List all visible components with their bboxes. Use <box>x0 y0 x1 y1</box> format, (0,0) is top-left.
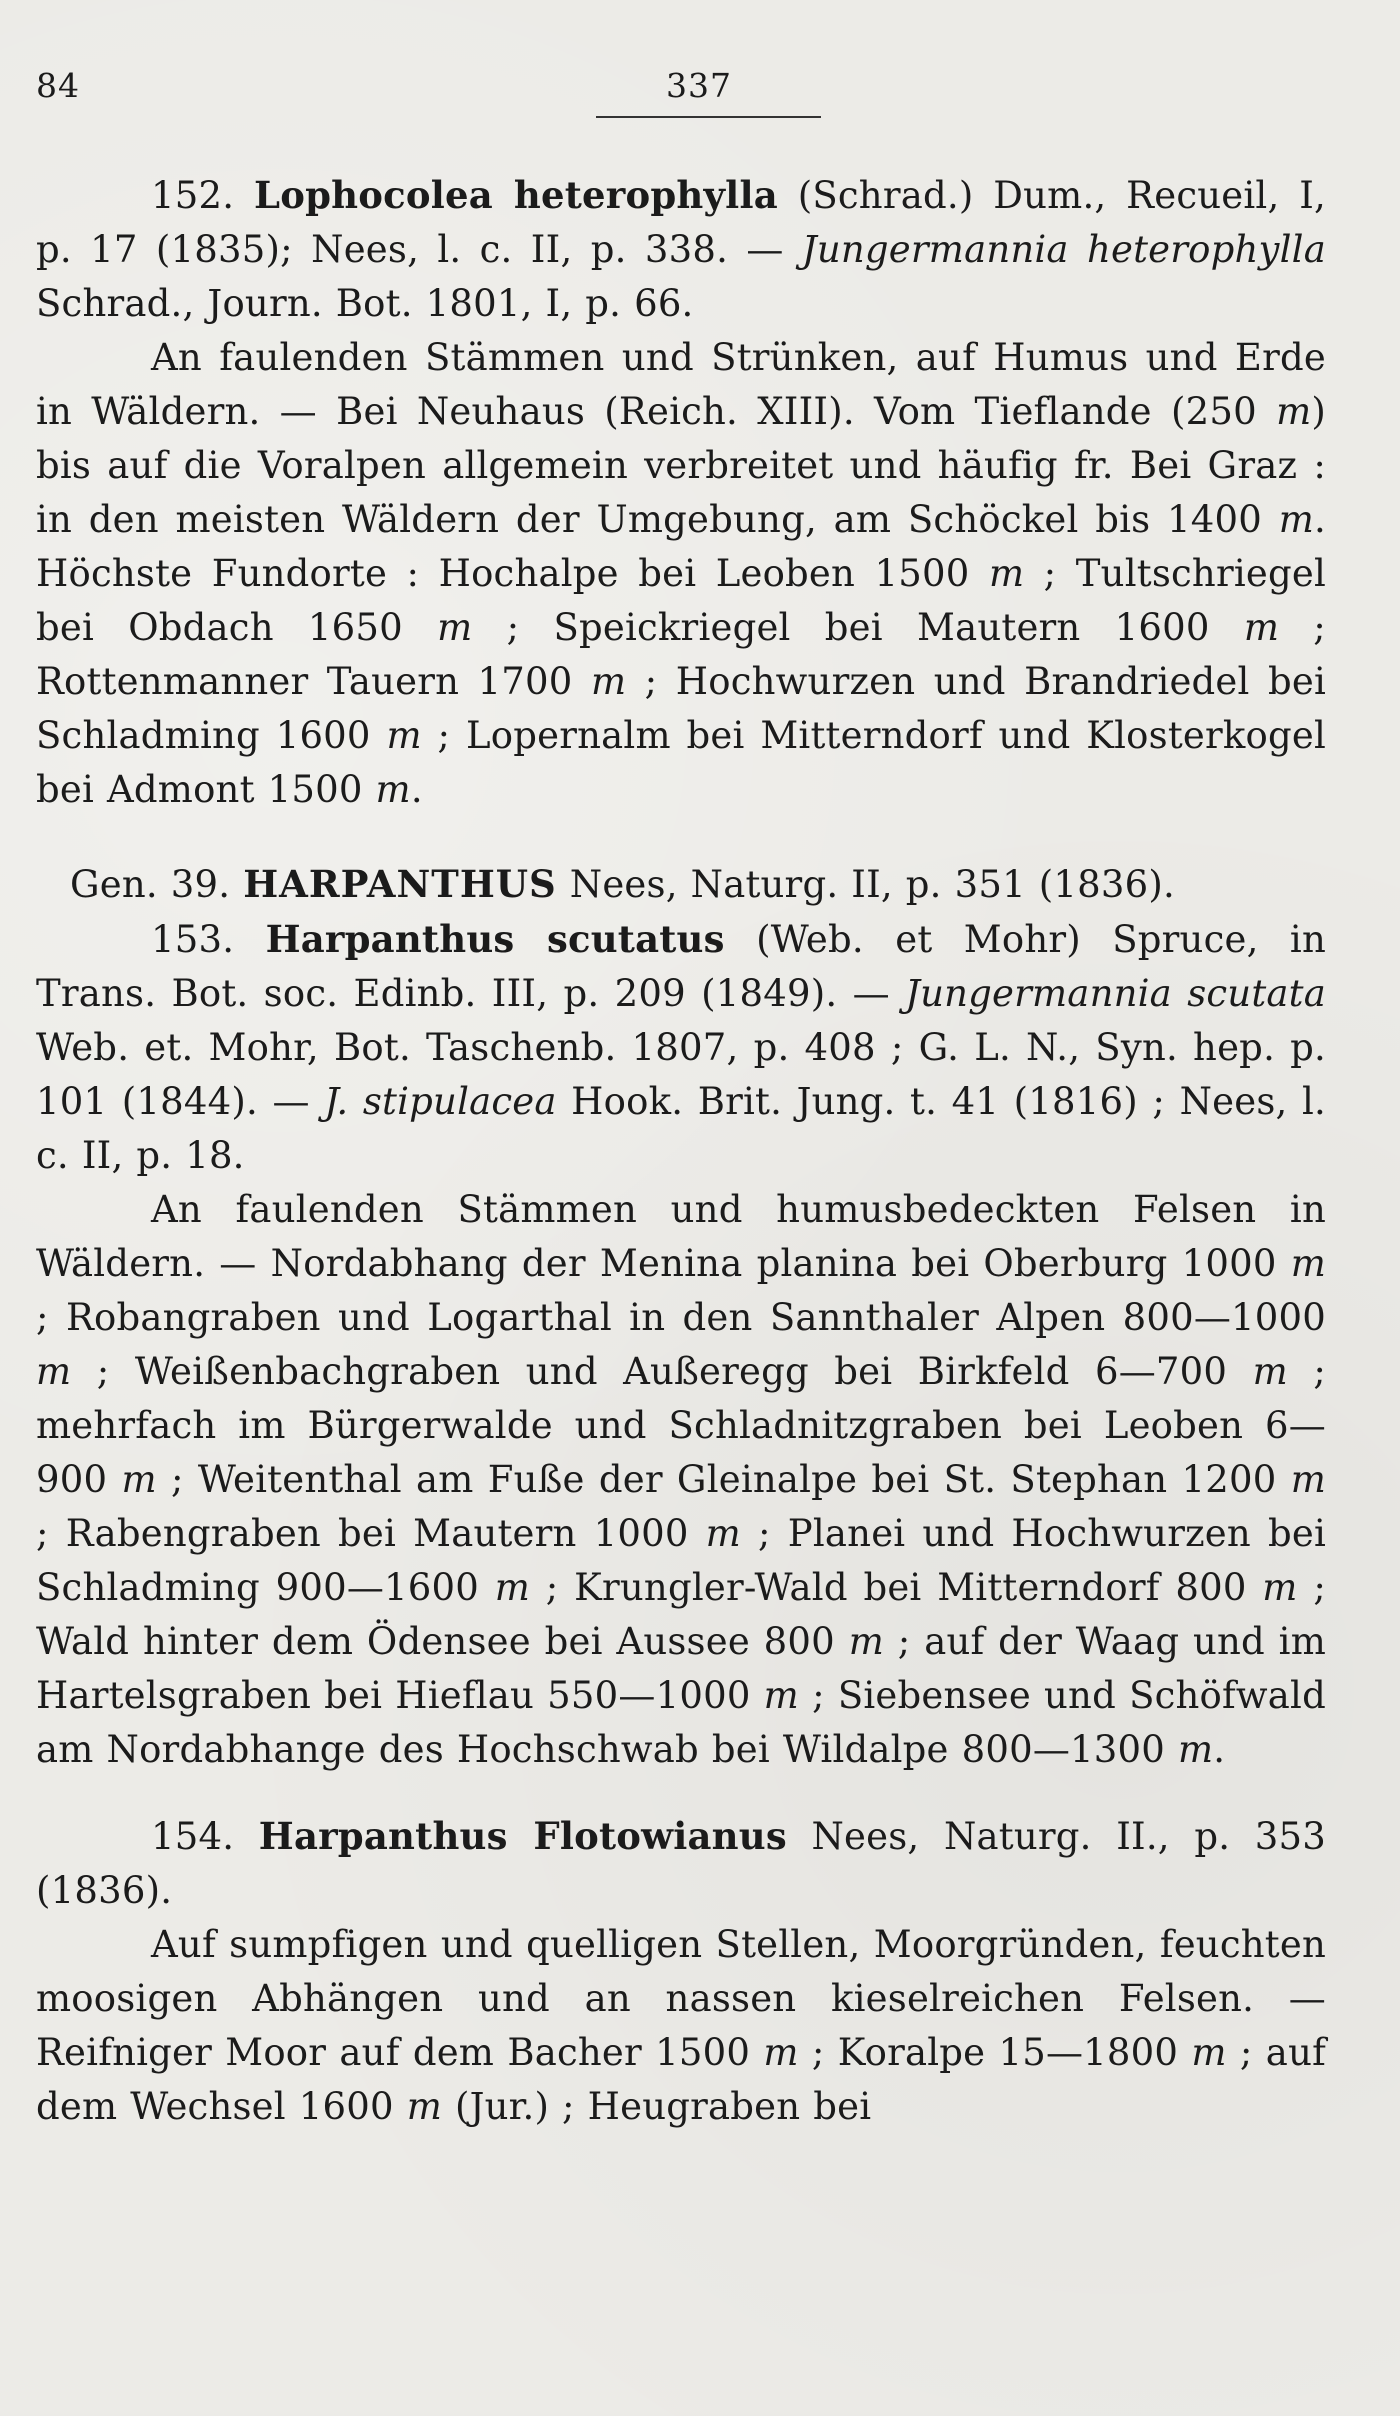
entry-154-habitat-part-2: ; Koralpe 15—1800 <box>798 2031 1192 2074</box>
entry-152-unit-5: m <box>1243 606 1280 649</box>
section-gap <box>36 817 1326 857</box>
entry-154-unit-1: m <box>763 2031 799 2074</box>
entry-153-unit-2: m <box>36 1350 72 1393</box>
entry-152-unit-2: m <box>1278 498 1315 541</box>
entry-152-habitat-part-8: ; Lopernalm bei Mitterndorf und Klosterkogel bei Admont 1500 <box>36 714 1326 811</box>
entry-153-unit-9: m <box>848 1620 884 1663</box>
entry-152-habitat-part-7: ; Hochwurzen und Brandriedel bei Schladming 1600 <box>36 660 1326 757</box>
entry-153-synonym-2: J. stipulacea <box>324 1080 557 1123</box>
page-header <box>36 54 1326 134</box>
entry-153-habitat-part-8: ; Krungler-Wald bei Mitterndorf 800 <box>530 1566 1263 1609</box>
entry-153-unit-4: m <box>121 1458 157 1501</box>
entry-153-habitat-part-3: ; Weißenbachgraben und Außeregg bei Birkfeld 6—700 <box>71 1350 1253 1393</box>
entry-152-habitat-part-1: An faulenden Stämmen und Strünken, auf Humus und Erde in Wäldern. — Bei Neuhaus (Reich. XIII). Vom Tieflande (250 <box>36 336 1326 433</box>
entry-152-authority-ref: (Schrad.) Dum., Recueil, I, p. 17 (1835); Nees, l. c. II, p. 338. — <box>36 174 1326 271</box>
entry-153-unit-8: m <box>1262 1566 1298 1609</box>
entry-153-habitat-part-5: ; Weitenthal am Fuße der Gleinalpe bei St. Stephan 1200 <box>156 1458 1291 1501</box>
entry-152-habitat-part-6: ; Rottenmanner Tauern 1700 <box>36 606 1326 703</box>
entry-152-unit-4: m <box>437 606 473 649</box>
header-rule <box>596 116 821 118</box>
entry-154-ref: Nees, Naturg. II., p. 353 (1836). <box>36 1815 1326 1912</box>
entry-153-habitat <box>36 1183 1326 1777</box>
entry-152-synonym-ref: Schrad., Journ. Bot. 1801, I, p. 66. <box>36 282 694 325</box>
entry-153-number: 153. <box>151 918 235 961</box>
entry-152-habitat <box>36 331 1326 817</box>
genus-39-heading <box>36 857 1326 912</box>
entry-154-habitat-part-1: Auf sumpfigen und quelligen Stellen, Moorgründen, feuchten moosigen Abhängen und an nassen kieselreichen Felsen. — Reifniger Moor auf dem Bacher 1500 <box>36 1923 1326 2074</box>
original-page-number: 84 <box>36 66 80 105</box>
entry-152-habitat-part-2: ) bis auf die Voralpen allgemein verbreitet und häufig fr. Bei Graz : in den meisten Wäldern der Umgebung, am Schöckel bis 1400 <box>36 390 1326 541</box>
entry-153-habitat-part-11: ; Siebensee und Schöfwald am Nordabhange des Hochschwab bei Wildalpe 800—1300 <box>36 1674 1326 1771</box>
entry-152-number: 152. <box>151 174 235 217</box>
running-page-number: 337 <box>666 66 732 105</box>
section-gap <box>36 1777 1326 1809</box>
entry-153-name: Harpanthus scutatus <box>265 917 725 961</box>
entry-153-authority-ref: (Web. et Mohr) Spruce, in Trans. Bot. soc. Edinb. III, p. 209 (1849). — <box>36 918 1326 1015</box>
entry-154-citation <box>36 1809 1326 1918</box>
entry-153-synonym-2-ref: Hook. Brit. Jung. t. 41 (1816) ; Nees, l. c. II, p. 18. <box>36 1080 1327 1177</box>
entry-154-number: 154. <box>151 1815 235 1858</box>
entry-153-habitat-part-10: ; auf der Waag und im Hartelsgraben bei Hieflau 550—1000 <box>36 1620 1327 1717</box>
entry-154-unit-3: m <box>406 2085 442 2128</box>
entry-153-unit-6: m <box>705 1512 741 1555</box>
genus-39-ref: Nees, Naturg. II, p. 351 (1836). <box>556 863 1175 906</box>
entry-153-habitat-part-9: ; Wald hinter dem Ödensee bei Aussee 800 <box>36 1566 1326 1663</box>
entry-152-unit-1: m <box>1276 390 1312 433</box>
genus-39-label: Gen. 39. <box>70 863 231 906</box>
entry-153-habitat-part-4: ; mehrfach im Bürgerwalde und Schladnitzgraben bei Leoben 6—900 <box>36 1350 1326 1501</box>
entry-153-unit-5: m <box>1290 1458 1326 1501</box>
entry-154-habitat <box>36 1918 1326 2134</box>
entry-153-unit-10: m <box>763 1674 799 1717</box>
entry-152-unit-8: m <box>375 768 411 811</box>
entry-153-unit-7: m <box>494 1566 531 1609</box>
entry-153-synonym-1-ref: Web. et. Mohr, Bot. Taschenb. 1807, p. 408 ; G. L. N., Syn. hep. p. 101 (1844). — <box>36 1026 1326 1123</box>
entry-153-habitat-part-2: ; Robangraben und Logarthal in den Sannthaler Alpen 800—1000 <box>36 1296 1326 1339</box>
entry-153-unit-11: m <box>1177 1728 1214 1771</box>
entry-153-habitat-part-6: ; Rabengraben bei Mautern 1000 <box>36 1512 706 1555</box>
entry-154-unit-2: m <box>1191 2031 1227 2074</box>
entry-152-citation <box>36 168 1326 331</box>
entry-154-habitat-part-4: (Jur.) ; Heugraben bei <box>442 2085 872 2128</box>
entry-154-name: Harpanthus Flotowianus <box>258 1814 787 1858</box>
entry-152-unit-6: m <box>590 660 627 703</box>
entry-152-unit-7: m <box>386 714 422 757</box>
entry-152-habitat-part-5: ; Speickriegel bei Mautern 1600 <box>472 606 1244 649</box>
entry-153-habitat-part-1: An faulenden Stämmen und humusbedeckten Felsen in Wäldern. — Nordabhang der Menina planina bei Oberburg 1000 <box>36 1188 1326 1285</box>
entry-154-habitat-part-3: ; auf dem Wechsel 1600 <box>36 2031 1326 2128</box>
entry-153-citation <box>36 912 1326 1183</box>
genus-39-name: HARPANTHUS <box>243 862 557 906</box>
entry-152-unit-3: m <box>988 552 1025 595</box>
page-content <box>36 168 1326 2134</box>
entry-152-name: Lophocolea heterophylla <box>254 173 778 217</box>
entry-153-unit-3: m <box>1252 1350 1288 1393</box>
entry-152-habitat-part-9: . <box>410 768 423 811</box>
entry-153-synonym-1: Jungermannia scutata <box>905 972 1326 1015</box>
entry-152-habitat-part-3: . Höchste Fundorte : Hochalpe bei Leoben 1500 <box>36 498 1326 595</box>
entry-152-habitat-part-4: ; Tultschriegel bei Obdach 1650 <box>36 552 1326 649</box>
entry-153-habitat-part-12: . <box>1213 1728 1226 1771</box>
entry-153-unit-1: m <box>1290 1242 1326 1285</box>
entry-153-habitat-part-7: ; Planei und Hochwurzen bei Schladming 900—1600 <box>36 1512 1326 1609</box>
entry-152-synonym: Jungermannia heterophylla <box>801 228 1326 271</box>
